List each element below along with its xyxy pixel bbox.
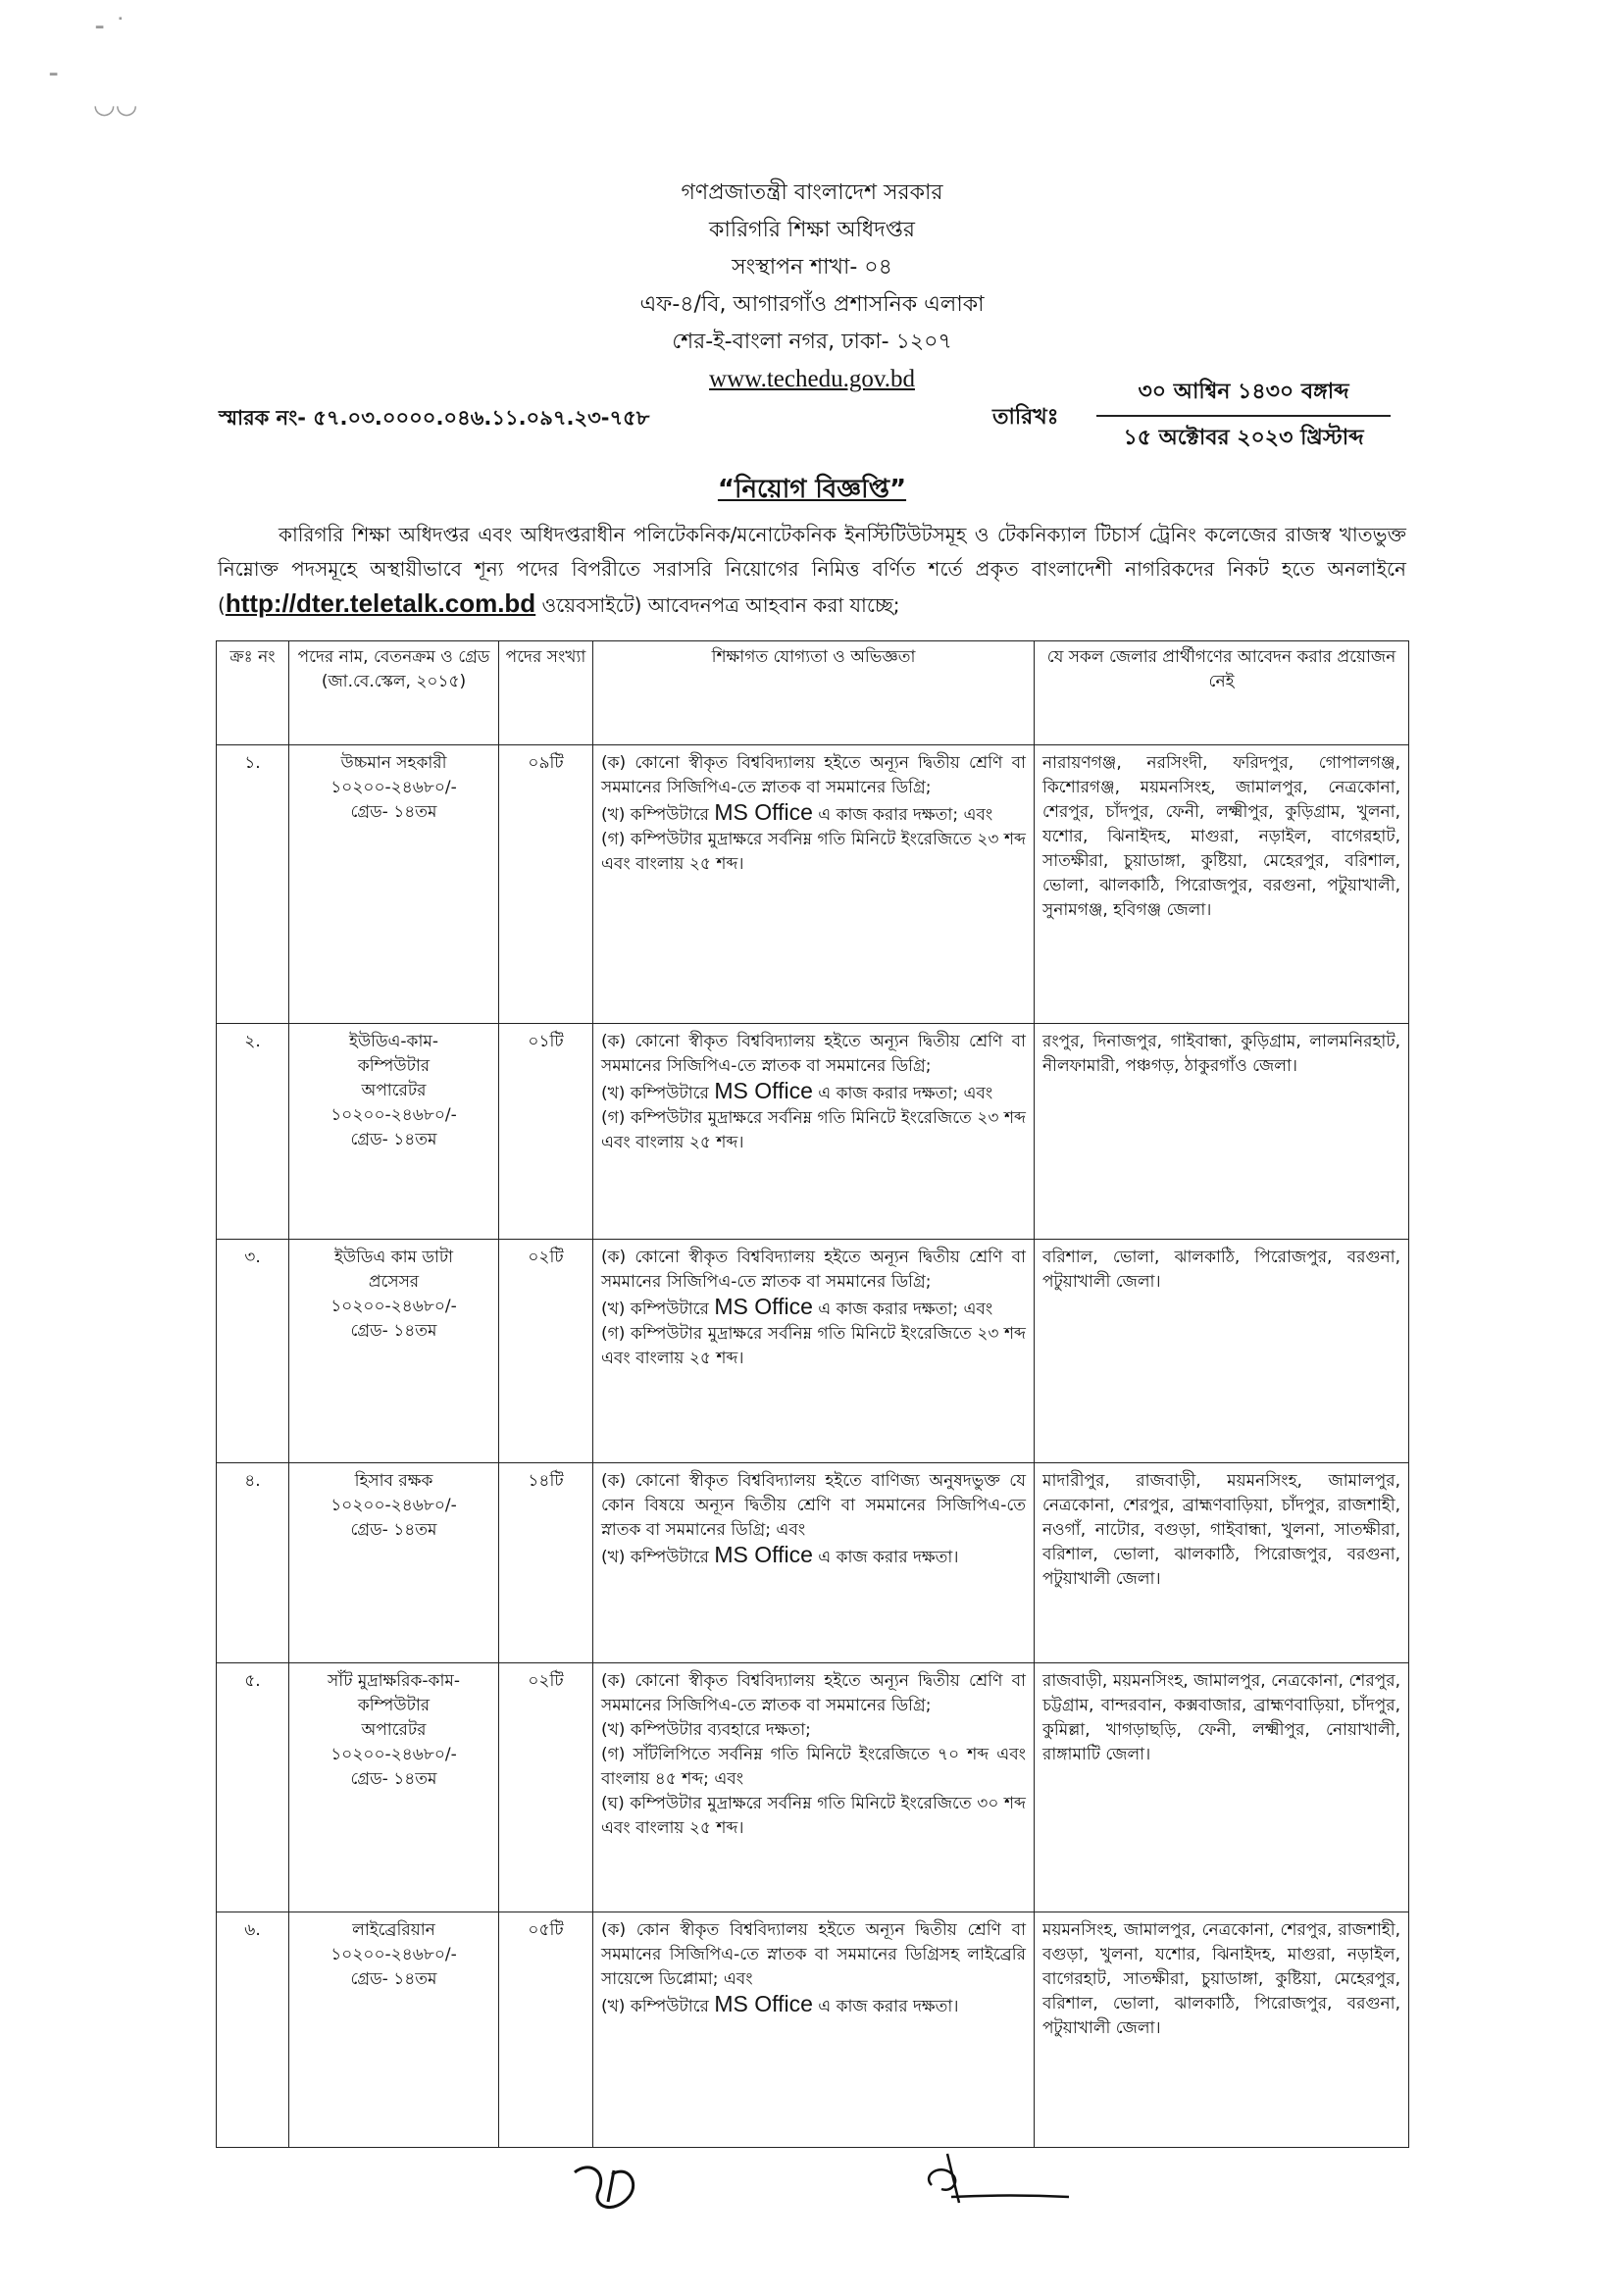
cell-excluded-districts: রাজবাড়ী, ময়মনসিংহ, জামালপুর, নেত্রকোনা, শেরপুর, চট্টগ্রাম, বান্দরবান, কক্সবাজার, ব্রাহ্মণবাড়িয়া, চাঁদপুর, কুমিল্লা, খাগড়াছড়ি, ফেনী, লক্ষ্মীপুর, নোয়াখালী, রাঙ্গামাটি জেলা। (1035, 1663, 1409, 1912)
post-line: অপারেটর (361, 1720, 427, 1740)
header-serial: ক্রঃ নং (217, 641, 289, 745)
office-header (0, 175, 1624, 398)
post-line: গ্রেড- ১৪তম (350, 802, 437, 822)
post-line: গ্রেড- ১৪তম (350, 1769, 437, 1789)
cell-post-count: ০৫টি (499, 1912, 593, 2148)
table-row (217, 1024, 1409, 1240)
table-header-row (217, 641, 1409, 745)
cell-post-count: ০২টি (499, 1663, 593, 1912)
cell-excluded-districts: রংপুর, দিনাজপুর, গাইবান্ধা, কুড়িগ্রাম, লালমনিরহাট, নীলফামারী, পঞ্চগড়, ঠাকুরগাঁও জেলা। (1035, 1024, 1409, 1240)
header-post: পদের নাম, বেতনক্রম ও গ্রেড (জা.বে.স্কেল, ২০১৫) (289, 641, 499, 745)
post-line: লাইব্রেরিয়ান (352, 1920, 435, 1940)
post-line: কম্পিউটার (357, 1056, 431, 1076)
cell-post (289, 1240, 499, 1463)
qualification-item: (ক) কোন স্বীকৃত বিশ্ববিদ্যালয় হইতে অন্যূন দ্বিতীয় শ্রেণি বা সমমানের সিজিপিএ-তে স্নাতক বা সমমানের ডিগ্রিসহ লাইব্রেরি সায়েন্সে ডিপ্লোমা; এবং (601, 1920, 1026, 1989)
qualification-item: (ক) কোনো স্বীকৃত বিশ্ববিদ্যালয় হইতে বাণিজ্য অনুষদভুক্ত যে কোন বিষয়ে অন্যূন দ্বিতীয় শ্রেণি বা সমমানের সিজিপিএ-তে স্নাতক বা সমমানের ডিগ্রি; এবং (601, 1471, 1026, 1540)
cell-post-count: ১৪টি (499, 1463, 593, 1663)
application-url[interactable]: http://dter.teletalk.com.bd (225, 588, 536, 618)
cell-excluded-districts: মাদারীপুর, রাজবাড়ী, ময়মনসিংহ, জামালপুর, নেত্রকোনা, শেরপুর, ব্রাহ্মণবাড়িয়া, চাঁদপুর, রাজশাহী, নওগাঁ, নাটোর, বগুড়া, গাইবান্ধা, খুলনা, সাতক্ষীরা, বরিশাল, ভোলা, ঝালকাঠি, পিরোজপুর, বরগুনা, পটুয়াখালী জেলা। (1035, 1463, 1409, 1663)
qualification-item: (খ) কম্পিউটারে MS Office এ কাজ করার দক্ষতা। (601, 1991, 959, 2016)
table-row (217, 1240, 1409, 1463)
date-block (1096, 375, 1391, 457)
qualification-item: (ক) কোনো স্বীকৃত বিশ্ববিদ্যালয় হইতে অন্যূন দ্বিতীয় শ্রেণি বা সমমানের সিজিপিএ-তে স্নাতক বা সমমানের ডিগ্রি; (601, 753, 1026, 797)
intro-text-before: কারিগরি শিক্ষা অধিদপ্তর এবং অধিদপ্তরাধীন পলিটেকনিক/মনোটেকনিক ইনস্টিটিউটসমূহ ও টেকনিক্যাল টিচার্স ট্রেনিং কলেজের রাজস্ব খাতভুক্ত নিম্নোক্ত পদসমূহে অস্থায়ীভাবে শূন্য পদের বিপরীতে সরাসরি নিয়োগের নিমিত্ত বর্ণিত শর্তে প্রকৃত বাংলাদেশী নাগরিকদের নিকট হতে অনলাইনে ( (218, 523, 1406, 617)
qualification-item: (খ) কম্পিউটারে MS Office এ কাজ করার দক্ষতা; এবং (601, 1294, 993, 1319)
qualification-item: (গ) কম্পিউটার মুদ্রাক্ষরে সর্বনিম্ন গতি মিনিটে ইংরেজিতে ২৩ শব্দ এবং বাংলায় ২৫ শব্দ। (601, 1108, 1026, 1152)
website-link[interactable]: www.techedu.gov.bd (709, 366, 915, 392)
post-line: ১০২০০-২৪৬৮০/- (330, 778, 457, 797)
cell-serial: ৪. (217, 1463, 289, 1663)
scan-mark: ⁃ ˙ (93, 14, 127, 43)
cell-qualification (593, 1240, 1035, 1463)
post-line: ১০২০০-২৪৬৮০/- (330, 1297, 457, 1316)
header-line: কারিগরি শিক্ষা অধিদপ্তর (709, 218, 915, 242)
post-line: ইউডিএ কাম ডাটা (333, 1248, 454, 1267)
table-body (217, 745, 1409, 2148)
table-row (217, 1663, 1409, 1912)
signature-mark (569, 2153, 657, 2221)
cell-qualification (593, 1463, 1035, 1663)
cell-post (289, 1024, 499, 1240)
cell-post (289, 1663, 499, 1912)
header-line: শের-ই-বাংলা নগর, ঢাকা- ১২০৭ (672, 330, 952, 354)
header-qualification: শিক্ষাগত যোগ্যতা ও অভিজ্ঞতা (593, 641, 1035, 745)
posts-table (216, 640, 1409, 2148)
cell-post-count: ০২টি (499, 1240, 593, 1463)
qualification-item: (ঘ) কম্পিউটার মুদ্রাক্ষরে সর্বনিম্ন গতি মিনিটে ইংরেজিতে ৩০ শব্দ এবং বাংলায় ২৫ শব্দ। (601, 1794, 1026, 1838)
intro-paragraph (218, 518, 1406, 623)
cell-serial: ১. (217, 745, 289, 1024)
qualification-item: (গ) কম্পিউটার মুদ্রাক্ষরে সর্বনিম্ন গতি মিনিটে ইংরেজিতে ২৩ শব্দ এবং বাংলায় ২৫ শব্দ। (601, 1324, 1026, 1368)
header-line: গণপ্রজাতন্ত্রী বাংলাদেশ সরকার (681, 180, 943, 205)
date-label: তারিখঃ (992, 405, 1059, 430)
cell-qualification (593, 1024, 1035, 1240)
signature-mark (912, 2146, 1079, 2215)
memo-number: স্মারক নং- ৫৭.০৩.০০০০.০৪৬.১১.০৯৭.২৩-৭৫৮ (219, 406, 650, 430)
post-line: অপারেটর (361, 1081, 427, 1100)
cell-post (289, 1912, 499, 2148)
table-row (217, 745, 1409, 1024)
post-line: ১০২০০-২৪৬৮০/- (330, 1496, 457, 1515)
cell-post (289, 1463, 499, 1663)
header-excluded-districts: যে সকল জেলার প্রার্থীগণের আবেদন করার প্রয়োজন নেই (1035, 641, 1409, 745)
post-line: সাঁট মুদ্রাক্ষরিক-কাম- (328, 1671, 460, 1691)
post-line: প্রসেসর (368, 1272, 420, 1292)
cell-qualification (593, 1663, 1035, 1912)
qualification-item: (গ) সাঁটলিপিতে সর্বনিম্ন গতি মিনিটে ইংরেজিতে ৭০ শব্দ এবং বাংলায় ৪৫ শব্দ; এবং (601, 1745, 1026, 1789)
post-line: ১০২০০-২৪৬৮০/- (330, 1945, 457, 1964)
cell-qualification (593, 1912, 1035, 2148)
qualification-item: (ক) কোনো স্বীকৃত বিশ্ববিদ্যালয় হইতে অন্যূন দ্বিতীয় শ্রেণি বা সমমানের সিজিপিএ-তে স্নাতক বা সমমানের ডিগ্রি; (601, 1248, 1026, 1292)
cell-post (289, 745, 499, 1024)
post-line: গ্রেড- ১৪তম (350, 1130, 437, 1149)
cell-qualification (593, 745, 1035, 1024)
post-line: কম্পিউটার (357, 1696, 431, 1715)
qualification-item: (খ) কম্পিউটারে MS Office এ কাজ করার দক্ষতা; এবং (601, 1078, 993, 1103)
intro-text-after: ওয়েবসাইটে) আবেদনপত্র আহবান করা যাচ্ছে; (535, 593, 900, 617)
qualification-item: (খ) কম্পিউটারে MS Office এ কাজ করার দক্ষতা। (601, 1542, 959, 1567)
date-english: ১৫ অক্টোবর ২০২৩ খ্রিস্টাব্দ (1123, 426, 1364, 450)
date-bangla: ৩০ আশ্বিন ১৪৩০ বঙ্গাব্দ (1096, 375, 1391, 417)
post-line: গ্রেড- ১৪তম (350, 1321, 437, 1341)
header-line: এফ-৪/বি, আগারগাঁও প্রশাসনিক এলাকা (639, 292, 985, 317)
cell-excluded-districts: বরিশাল, ভোলা, ঝালকাঠি, পিরোজপুর, বরগুনা, পটুয়াখালী জেলা। (1035, 1240, 1409, 1463)
cell-post-count: ০৯টি (499, 745, 593, 1024)
cell-serial: ৬. (217, 1912, 289, 2148)
notice-title (0, 469, 1624, 512)
cell-excluded-districts: নারায়ণগঞ্জ, নরসিংদী, ফরিদপুর, গোপালগঞ্জ, কিশোরগঞ্জ, ময়মনসিংহ, জামালপুর, নেত্রকোনা, শেরপুর, চাঁদপুর, ফেনী, লক্ষ্মীপুর, কুড়িগ্রাম, খুলনা, যশোর, ঝিনাইদহ, মাগুরা, নড়াইল, বাগেরহাট, সাতক্ষীরা, চুয়াডাঙ্গা, কুষ্টিয়া, মেহেরপুর, বরিশাল, ভোলা, ঝালকাঠি, পিরোজপুর, বরগুনা, পটুয়াখালী, সুনামগঞ্জ, হবিগঞ্জ জেলা। (1035, 745, 1409, 1024)
scan-mark: ⁃ (47, 61, 60, 90)
cell-post-count: ০১টি (499, 1024, 593, 1240)
qualification-item: (ক) কোনো স্বীকৃত বিশ্ববিদ্যালয় হইতে অন্যূন দ্বিতীয় শ্রেণি বা সমমানের সিজিপিএ-তে স্নাতক বা সমমানের ডিগ্রি; (601, 1671, 1026, 1715)
qualification-item: (খ) কম্পিউটার ব্যবহারে দক্ষতা; (601, 1720, 811, 1740)
qualification-item: (গ) কম্পিউটার মুদ্রাক্ষরে সর্বনিম্ন গতি মিনিটে ইংরেজিতে ২৩ শব্দ এবং বাংলায় ২৫ শব্দ। (601, 830, 1026, 874)
post-line: উচ্চমান সহকারী (340, 753, 447, 773)
post-line: গ্রেড- ১৪তম (350, 1969, 437, 1989)
table-row (217, 1463, 1409, 1663)
post-line: ১০২০০-২৪৬৮০/- (330, 1105, 457, 1125)
cell-serial: ৩. (217, 1240, 289, 1463)
post-line: হিসাব রক্ষক (354, 1471, 433, 1491)
post-line: গ্রেড- ১৪তম (350, 1520, 437, 1540)
scan-mark: ◡◡ (93, 90, 138, 120)
cell-excluded-districts: ময়মনসিংহ, জামালপুর, নেত্রকোনা, শেরপুর, রাজশাহী, বগুড়া, খুলনা, যশোর, ঝিনাইদহ, মাগুরা, নড়াইল, বাগেরহাট, সাতক্ষীরা, চুয়াডাঙ্গা, কুষ্টিয়া, মেহেরপুর, বরিশাল, ভোলা, ঝালকাঠি, পিরোজপুর, বরগুনা, পটুয়াখালী জেলা। (1035, 1912, 1409, 2148)
post-line: ১০২০০-২৪৬৮০/- (330, 1745, 457, 1764)
header-line: সংস্থাপন শাখা- ০৪ (732, 255, 892, 280)
table-row (217, 1912, 1409, 2148)
cell-serial: ৫. (217, 1663, 289, 1912)
notice-title-text: “নিয়োগ বিজ্ঞপ্তি” (717, 475, 907, 504)
qualification-item: (খ) কম্পিউটারে MS Office এ কাজ করার দক্ষতা; এবং (601, 799, 993, 825)
cell-serial: ২. (217, 1024, 289, 1240)
header-count: পদের সংখ্যা (499, 641, 593, 745)
post-line: ইউডিএ-কাম- (349, 1032, 438, 1051)
qualification-item: (ক) কোনো স্বীকৃত বিশ্ববিদ্যালয় হইতে অন্যূন দ্বিতীয় শ্রেণি বা সমমানের সিজিপিএ-তে স্নাতক বা সমমানের ডিগ্রি; (601, 1032, 1026, 1076)
